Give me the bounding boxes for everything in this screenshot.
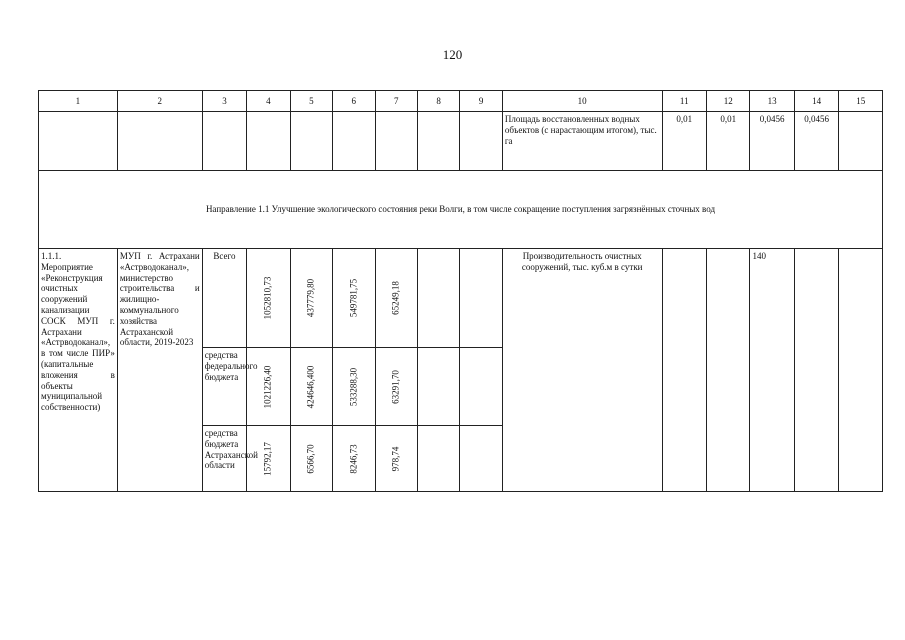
empty-cell [117, 112, 202, 171]
empty-cell [794, 249, 838, 492]
column-number: 14 [794, 91, 838, 112]
funding-value-cell [375, 348, 417, 426]
funding-value: 549781,75 [348, 278, 359, 318]
empty-cell [247, 112, 290, 171]
column-number: 1 [39, 91, 118, 112]
column-number: 3 [202, 91, 246, 112]
empty-cell [202, 112, 246, 171]
column-number: 2 [117, 91, 202, 112]
funding-value-cell [333, 249, 375, 348]
funding-value: 978,74 [390, 446, 401, 471]
empty-cell [417, 249, 459, 348]
funding-value-cell [333, 348, 375, 426]
empty-cell [417, 426, 459, 492]
column-number: 5 [290, 91, 332, 112]
column-number: 10 [502, 91, 662, 112]
column-number: 15 [839, 91, 883, 112]
funding-value-cell [247, 348, 290, 426]
funding-value: 15792,17 [263, 441, 274, 476]
empty-cell [375, 112, 417, 171]
funding-value-cell [375, 249, 417, 348]
program-table-wrapper [38, 90, 883, 492]
empty-cell [417, 112, 459, 171]
measure-indicator: Производительность очистных сооружений, тыс. куб.м в сутки [502, 249, 662, 492]
funding-value: 533288,30 [348, 367, 359, 406]
measure-name: 1.1.1. Мероприятие «Реконструкция очистных сооружений канализации СОСК МУП г. Астрахани «Астрводоканал», в том числе ПИР» (капитальные вложения в объекты муниципальной собственности) [39, 249, 118, 492]
funding-value: 8246,73 [348, 443, 359, 474]
indicator-value: 0,0456 [794, 112, 838, 171]
empty-cell [290, 112, 332, 171]
table-row [39, 112, 883, 171]
funding-value-cell [333, 426, 375, 492]
funding-value-cell [290, 426, 332, 492]
page-number: 120 [442, 47, 463, 62]
program-table [38, 90, 883, 492]
funding-value-cell [375, 426, 417, 492]
funding-value: 65249,18 [390, 281, 401, 315]
measure-executor: МУП г. Астрахани «Астрводоканал», министерство строительства и жилищно-коммунального хозяйства Астраханской области, 2019-2023 [117, 249, 202, 492]
funding-value: 1052810,73 [263, 276, 274, 320]
empty-cell [417, 348, 459, 426]
empty-cell [839, 249, 883, 492]
empty-cell [460, 426, 502, 492]
column-number: 13 [750, 91, 794, 112]
column-number: 12 [706, 91, 749, 112]
funding-value: 1021226,40 [263, 365, 274, 408]
empty-cell [839, 112, 883, 171]
empty-cell [460, 249, 502, 348]
column-number: 4 [247, 91, 290, 112]
indicator-value: 0,0456 [750, 112, 794, 171]
indicator-value: 0,01 [706, 112, 749, 171]
empty-cell [662, 249, 706, 492]
funding-source: Всего [202, 249, 246, 348]
column-number: 7 [375, 91, 417, 112]
indicator-value: 0,01 [662, 112, 706, 171]
funding-value-cell [290, 348, 332, 426]
empty-cell [333, 112, 375, 171]
column-number-row [39, 91, 883, 112]
column-number: 9 [460, 91, 502, 112]
direction-row [39, 171, 883, 249]
funding-value: 437779,80 [305, 278, 316, 318]
funding-value-cell [247, 249, 290, 348]
funding-source: средства бюджета Астраханской области [202, 426, 246, 492]
direction-heading: Направление 1.1 Улучшение экологического состояния реки Волги, в том числе сокращение поступления загрязнённых сточных вод [39, 171, 883, 249]
column-number: 11 [662, 91, 706, 112]
empty-cell [460, 348, 502, 426]
measure-indicator-value: 140 [750, 249, 794, 492]
empty-cell [706, 249, 749, 492]
funding-value: 6566,70 [305, 443, 316, 474]
indicator-name: Площадь восстановленных водных объектов (с нарастающим итогом), тыс. га [502, 112, 662, 171]
funding-value-cell [247, 426, 290, 492]
funding-value-cell [290, 249, 332, 348]
empty-cell [460, 112, 502, 171]
empty-cell [39, 112, 118, 171]
funding-value: 424646,400 [305, 365, 316, 408]
column-number: 6 [333, 91, 375, 112]
funding-row-total [39, 249, 883, 348]
funding-source: средства федерального бюджета [202, 348, 246, 426]
funding-value: 63291,70 [390, 369, 401, 404]
column-number: 8 [417, 91, 459, 112]
